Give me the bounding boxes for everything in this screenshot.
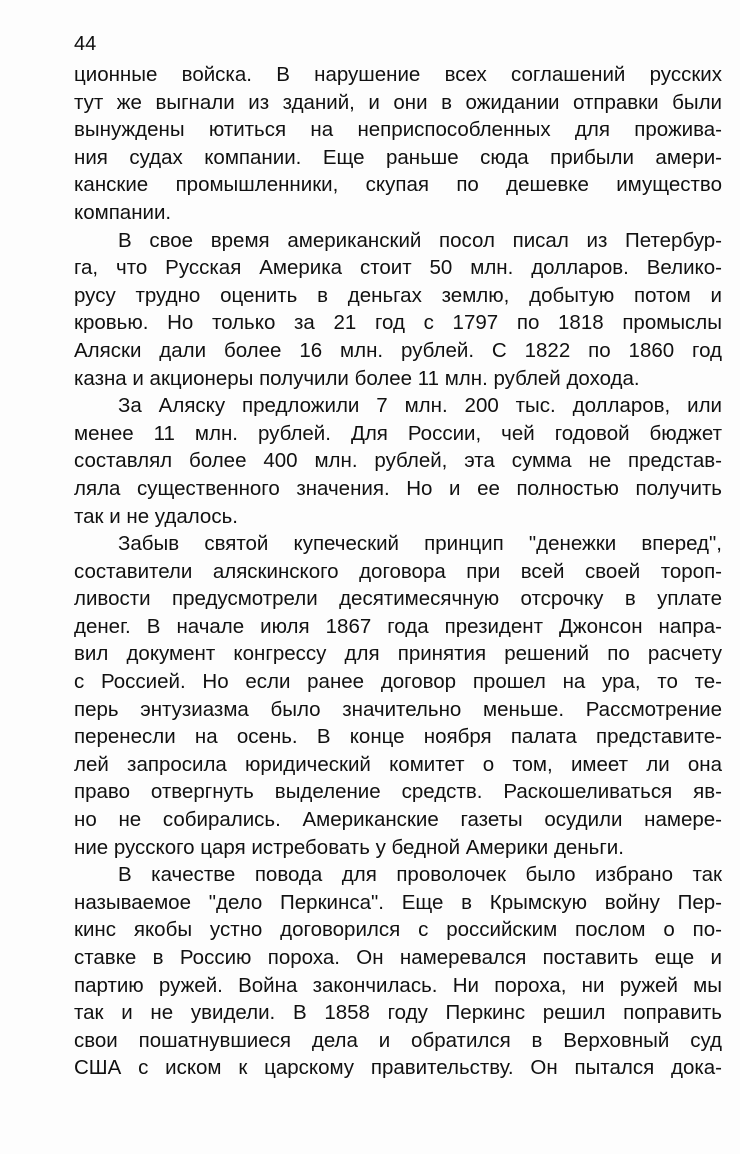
text-line: русу трудно оценить в деньгах землю, добытую потом и xyxy=(74,283,722,307)
paragraph xyxy=(74,530,722,861)
text-line: лей запросила юридический комитет о том, имеет ли она xyxy=(74,752,722,776)
text-line: За Аляску предложили 7 млн. 200 тыс. долларов, или xyxy=(118,394,722,418)
text-line: вил документ конгрессу для принятия решений по расчету xyxy=(74,642,722,666)
page-number: 44 xyxy=(74,33,97,55)
text-line: менее 11 млн. рублей. Для России, чей годовой бюджет xyxy=(74,421,722,445)
text-line: Забыв святой купеческий принцип "денежки вперед", xyxy=(118,532,722,556)
text-line: Аляски дали более 16 млн. рублей. С 1822 по 1860 год xyxy=(74,338,722,362)
text-line: казна и акционеры получили более 11 млн. рублей дохода. xyxy=(74,366,640,390)
text-line: ния судах компании. Еще раньше сюда прибыли амери- xyxy=(74,145,722,169)
text-line: компании. xyxy=(74,200,172,224)
text-line: составители аляскинского договора при всей своей тороп- xyxy=(74,559,722,583)
text-line: вынуждены ютиться на неприспособленных для прожива- xyxy=(74,118,722,142)
text-line: канские промышленники, скупая по дешевке имущество xyxy=(74,173,722,197)
text-line: кинс якобы устно договорился с российским послом о по- xyxy=(74,918,722,942)
text-line: США с иском к царскому правительству. Он пытался дока- xyxy=(74,1056,722,1080)
paragraph xyxy=(74,61,722,227)
text-line: составлял более 400 млн. рублей, эта сумма не представ- xyxy=(74,449,722,473)
text-line: так и не удалось. xyxy=(74,504,238,528)
paragraph xyxy=(74,392,722,530)
text-line: га, что Русская Америка стоит 50 млн. долларов. Велико- xyxy=(74,256,722,280)
text-line: тут же выгнали из зданий, и они в ожидании отправки были xyxy=(74,90,722,114)
text-line: ливости предусмотрели десятимесячную отсрочку в уплате xyxy=(74,587,722,611)
text-line: право отвергнуть выделение средств. Раскошеливаться яв- xyxy=(74,780,722,804)
text-line: В свое время американский посол писал из Петербур- xyxy=(118,228,722,252)
text-line: ставке в Россию пороха. Он намеревался поставить еще и xyxy=(74,946,722,969)
paragraph xyxy=(74,861,722,1082)
text-line: кровью. Но только за 21 год с 1797 по 1818 промыслы xyxy=(74,311,722,335)
text-line: но не собирались. Американские газеты осудили намере- xyxy=(74,808,722,832)
text-line: В качестве повода для проволочек было избрано так xyxy=(118,863,722,887)
body-text xyxy=(74,61,722,1082)
text-line: денег. В начале июля 1867 года президент Джонсон напра- xyxy=(74,614,722,638)
text-line: с Россией. Но если ранее договор прошел на ура, то те- xyxy=(74,670,722,694)
text-line: ционные войска. В нарушение всех соглашений русских xyxy=(74,63,722,86)
text-line: так и не увидели. В 1858 году Перкинс решил поправить xyxy=(74,1001,722,1025)
text-line: свои пошатнувшиеся дела и обратился в Верховный суд xyxy=(74,1028,722,1052)
text-line: партию ружей. Война закончилась. Ни пороха, ни ружей мы xyxy=(74,973,722,997)
text-line: ние русского царя истребовать у бедной Америки деньги. xyxy=(74,835,624,859)
text-line: называемое "дело Перкинса". Еще в Крымскую войну Пер- xyxy=(74,890,722,914)
paragraph xyxy=(74,227,722,393)
text-line: перенесли на осень. В конце ноября палата представите- xyxy=(74,725,722,749)
text-line: ляла существенного значения. Но и ее полностью получить xyxy=(74,476,722,500)
text-line: перь энтузиазма было значительно меньше. Рассмотрение xyxy=(74,697,722,721)
